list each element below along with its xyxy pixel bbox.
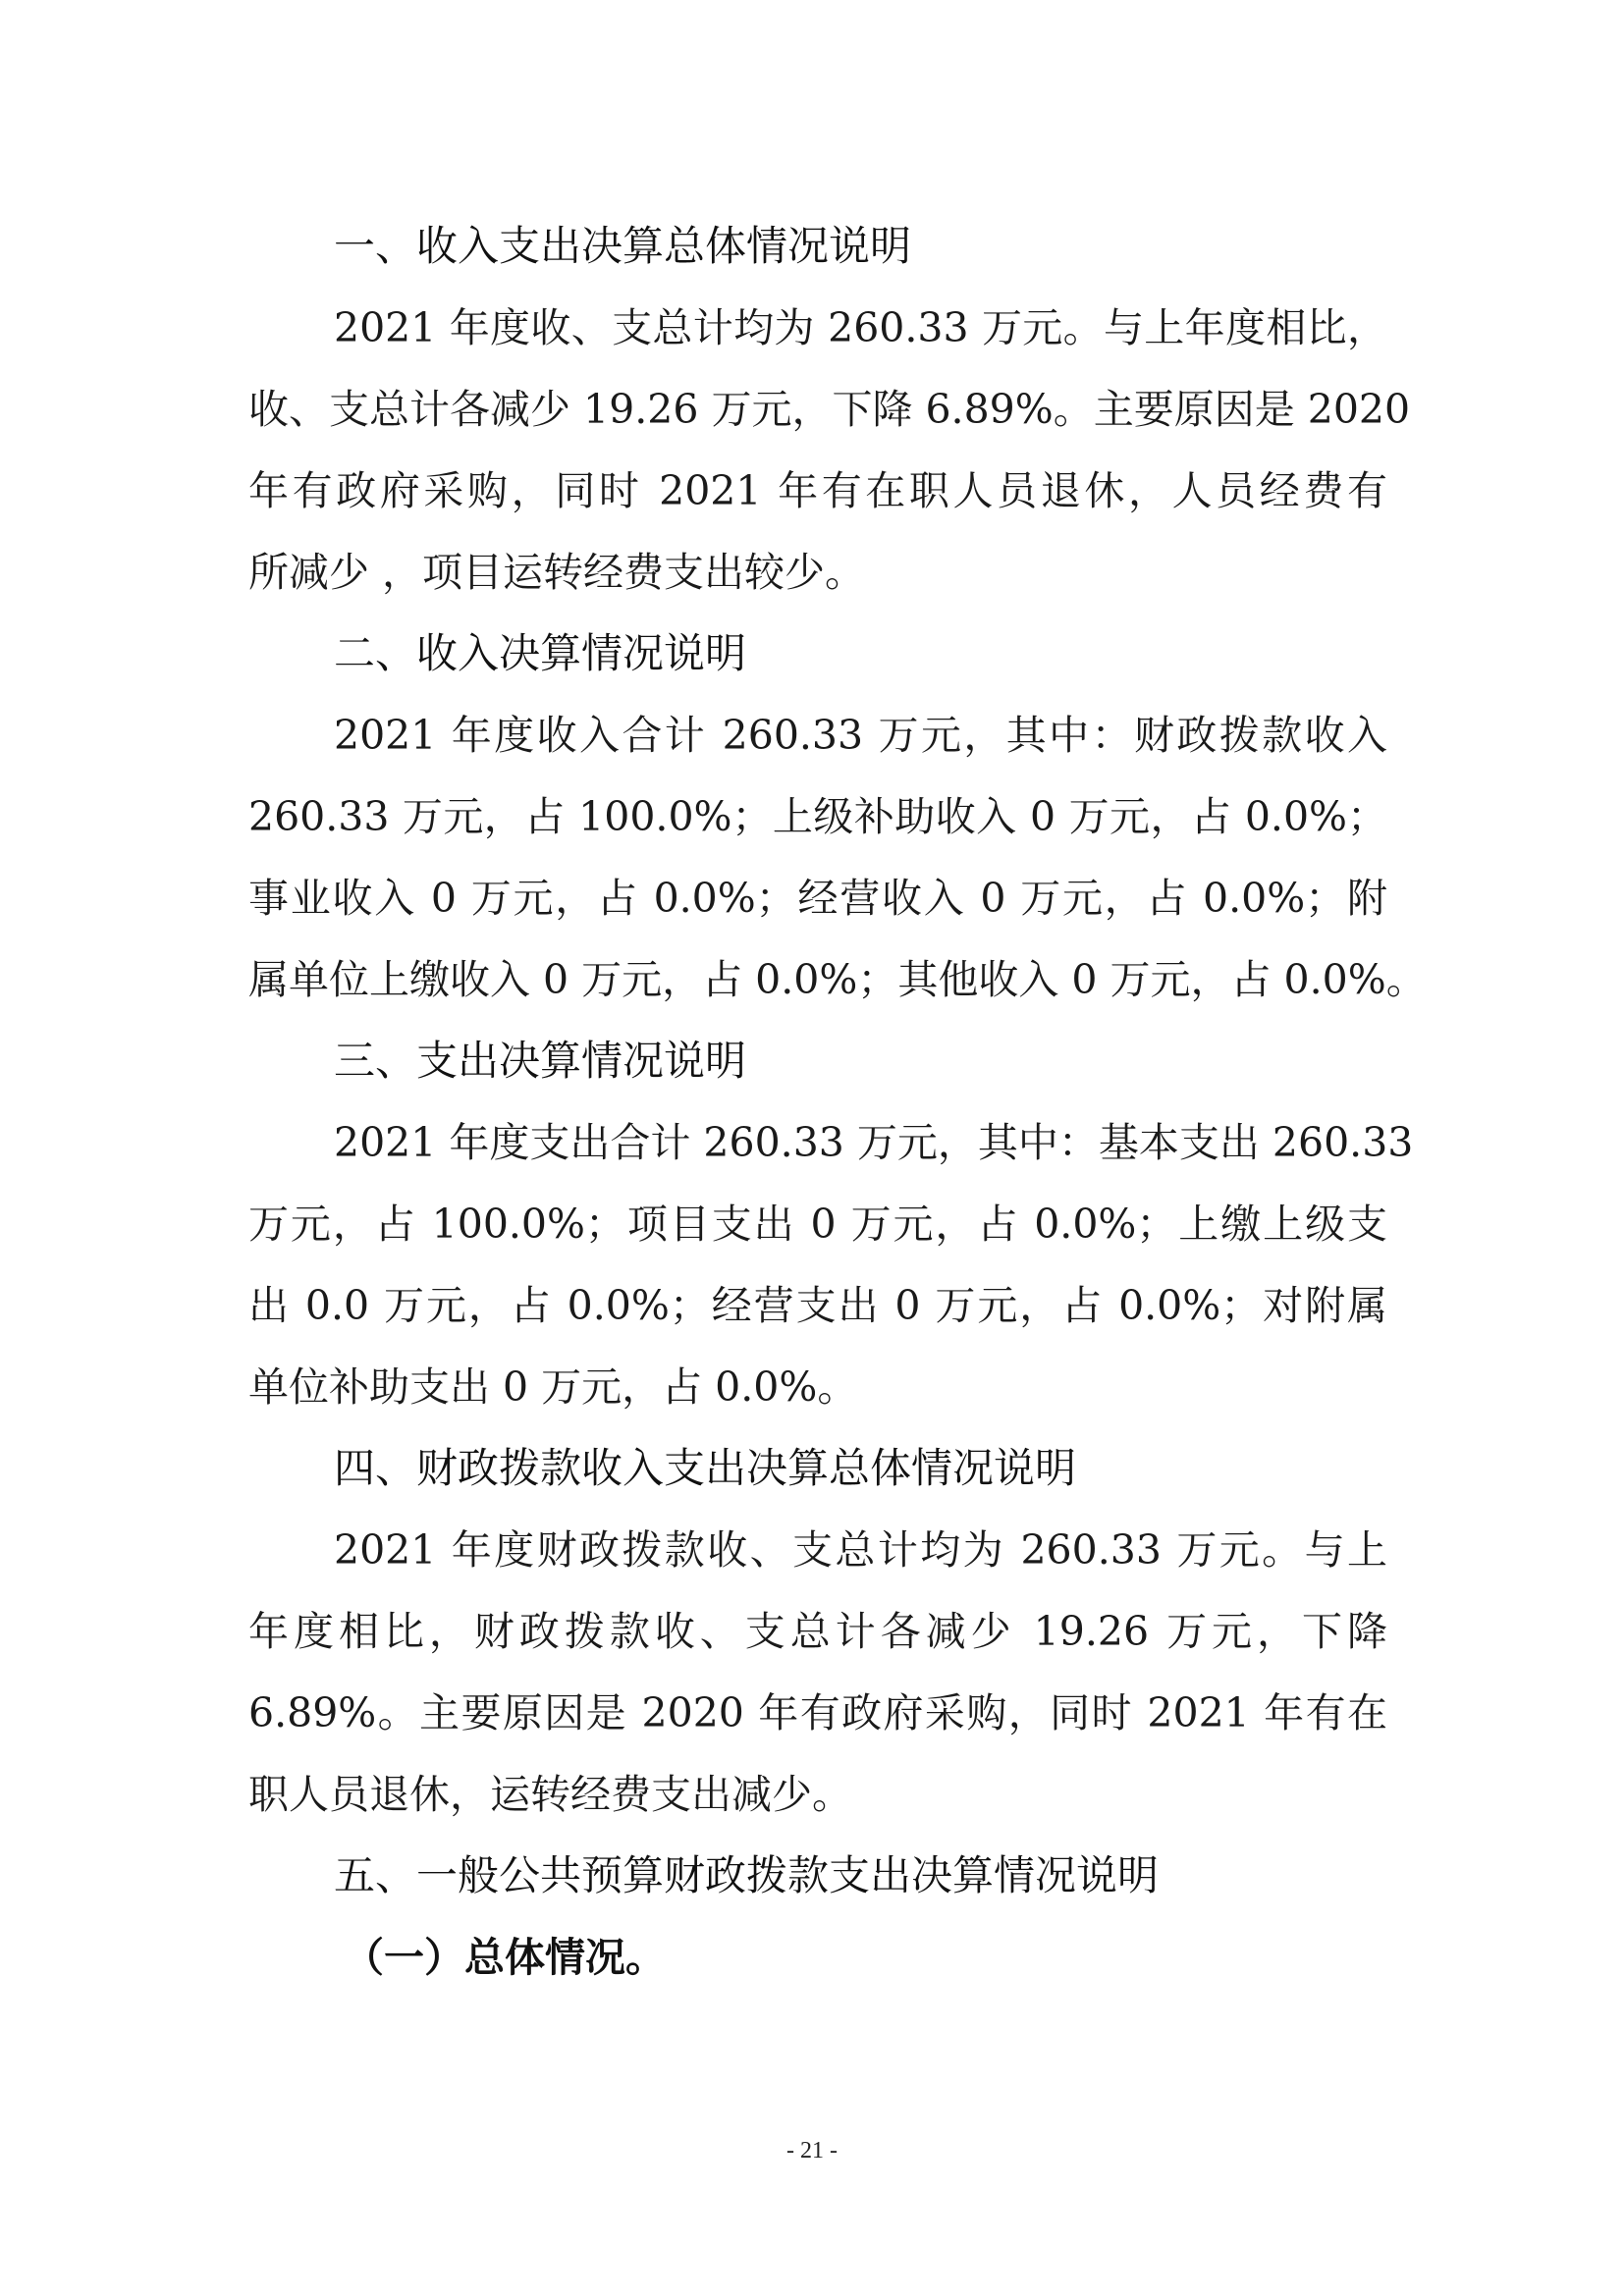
paragraph-line: 2021 年度支出合计 260.33 万元，其中：基本支出 260.33 xyxy=(334,1119,1414,1166)
paragraph-line: 2021 年度收入合计 260.33 万元，其中：财政拨款收入 xyxy=(334,712,1387,759)
paragraph-line: 所减少 ，项目运转经费支出较少。 xyxy=(248,549,866,596)
paragraph-line: 事业收入 0 万元，占 0.0%；经营收入 0 万元，占 0.0%；附 xyxy=(248,875,1387,922)
paragraph-line: 出 0.0 万元，占 0.0%；经营支出 0 万元，占 0.0%；对附属 xyxy=(248,1282,1387,1329)
section-heading-2: 二、收入决算情况说明 xyxy=(334,629,747,677)
paragraph-line: 6.89%。主要原因是 2020 年有政府采购，同时 2021 年有在 xyxy=(248,1689,1387,1736)
paragraph-line: 单位补助支出 0 万元，占 0.0%。 xyxy=(248,1363,858,1411)
paragraph-line: 2021 年度财政拨款收、支总计均为 260.33 万元。与上 xyxy=(334,1526,1387,1574)
paragraph-line: 职人员退休，运转经费支出减少。 xyxy=(248,1771,852,1818)
paragraph-line: 年度相比，财政拨款收、支总计各减少 19.26 万元，下降 xyxy=(248,1608,1387,1655)
section-heading-1: 一、收入支出决算总体情况说明 xyxy=(334,222,912,270)
subsection-heading: （一）总体情况。 xyxy=(344,1934,666,1981)
section-heading-5: 五、一般公共预算财政拨款支出决算情况说明 xyxy=(334,1851,1160,1899)
section-heading-4: 四、财政拨款收入支出决算总体情况说明 xyxy=(334,1444,1077,1492)
section-heading-3: 三、支出决算情况说明 xyxy=(334,1037,747,1085)
paragraph-line: 属单位上缴收入 0 万元，占 0.0%；其他收入 0 万元，占 0.0%。 xyxy=(248,956,1427,1003)
paragraph-line: 万元，占 100.0%；项目支出 0 万元，占 0.0%；上缴上级支 xyxy=(248,1201,1387,1248)
paragraph-line: 年有政府采购，同时 2021 年有在职人员退休，人员经费有 xyxy=(248,467,1387,514)
paragraph-line: 收、支总计各减少 19.26 万元，下降 6.89%。主要原因是 2020 xyxy=(248,386,1411,433)
page-number: - 21 - xyxy=(786,2138,838,2163)
paragraph-line: 2021 年度收、支总计均为 260.33 万元。与上年度相比， xyxy=(334,304,1387,351)
paragraph-line: 260.33 万元，占 100.0%；上级补助收入 0 万元，占 0.0%； xyxy=(248,793,1387,840)
